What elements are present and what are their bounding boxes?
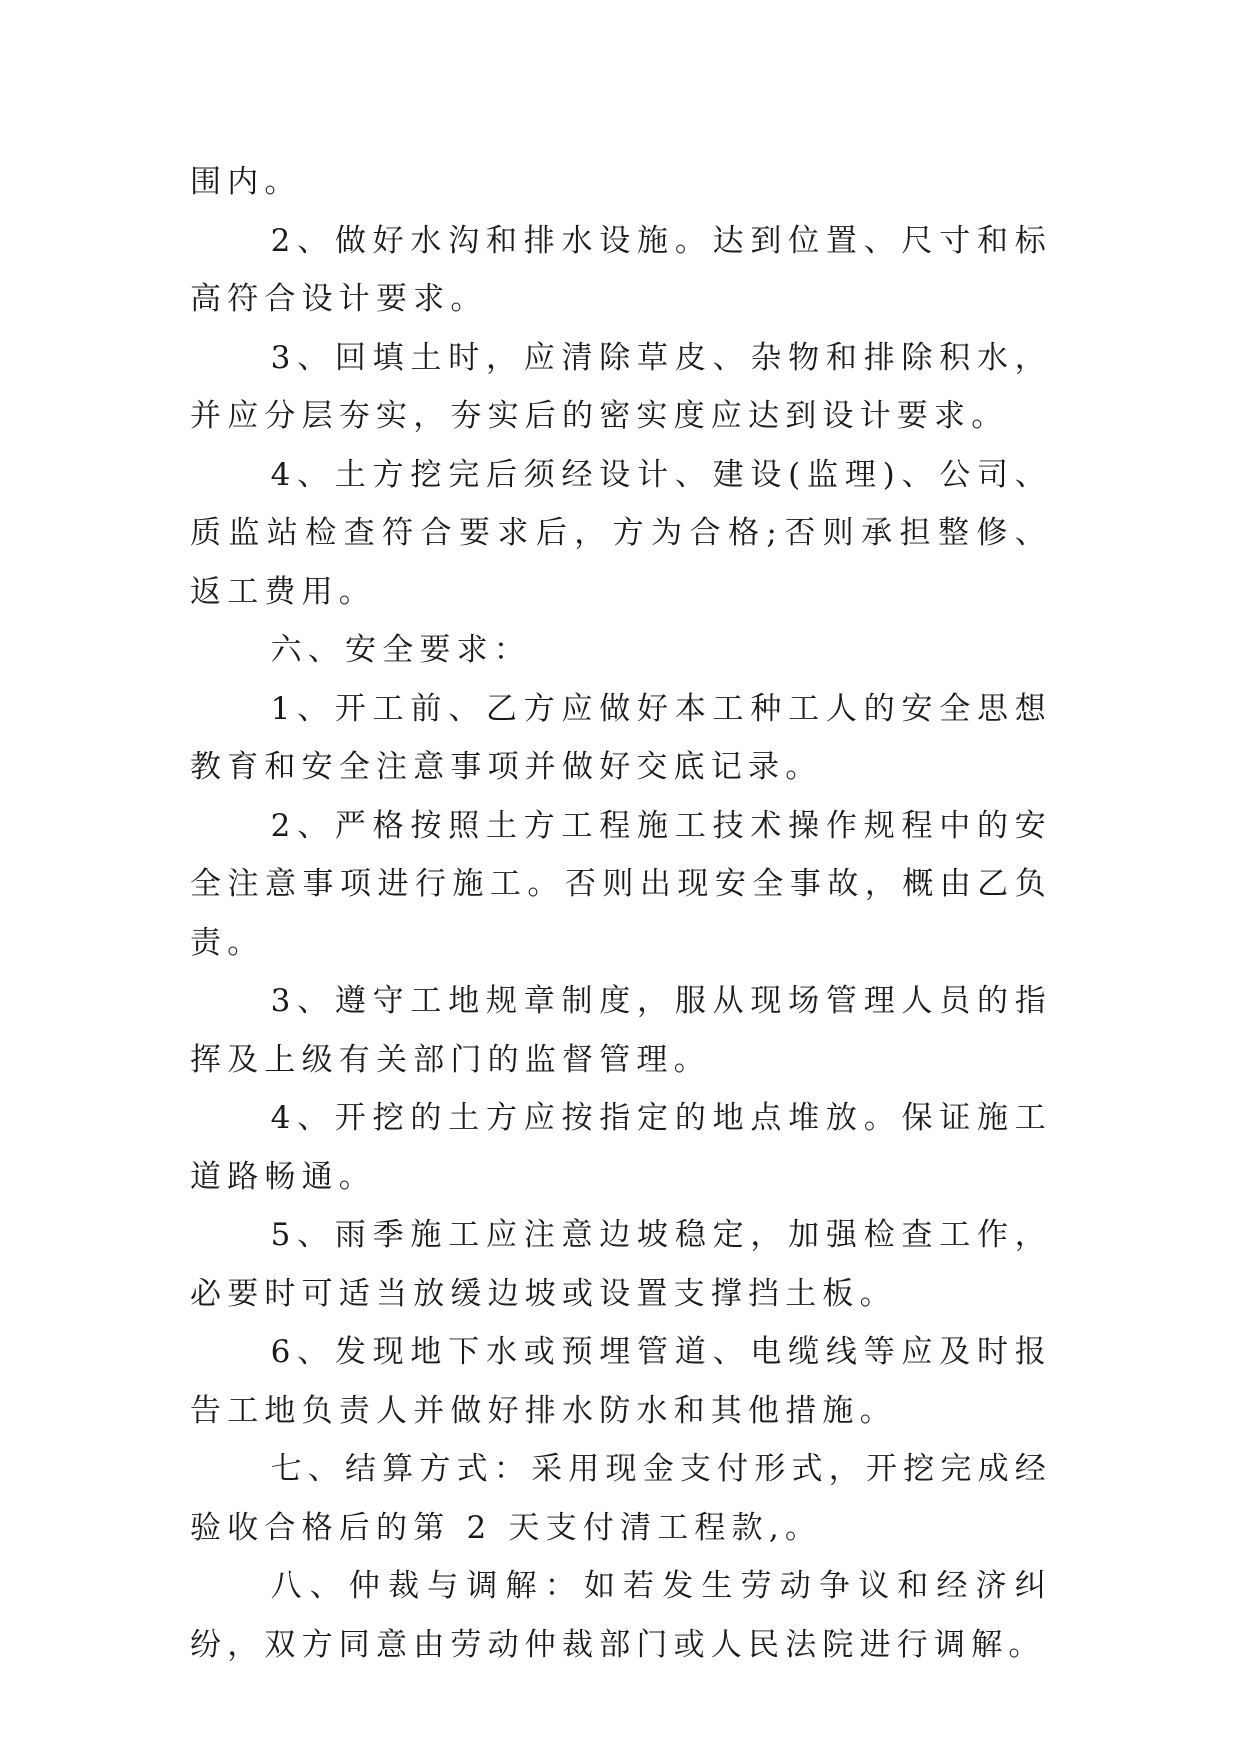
paragraph-inspection: 4、土方挖完后须经设计、建设(监理)、公司、质监站检查符合要求后，方为合格;否则承担整修、返工费用。 xyxy=(190,456,1052,610)
section-heading-safety: 六、安全要求： xyxy=(270,632,531,668)
section-arbitration: 八、仲裁与调解：如若发生劳动争议和经济纠纷，双方同意由劳动仲裁部门或人民法院进行调解。 xyxy=(190,1568,1052,1663)
paragraph-safety-5: 5、雨季施工应注意边坡稳定，加强检查工作，必要时可适当放缓边坡或设置支撑挡土板。 xyxy=(190,1217,1052,1312)
document-body xyxy=(190,153,1052,1674)
paragraph-safety-6: 6、发现地下水或预埋管道、电缆线等应及时报告工地负责人并做好排水防水和其他措施。 xyxy=(190,1334,1052,1429)
paragraph-safety-2: 2、严格按照土方工程施工技术操作规程中的安全注意事项进行施工。否则出现安全事故，概由乙负责。 xyxy=(190,807,1052,961)
paragraph-backfill: 3、回填土时，应清除草皮、杂物和排除积水，并应分层夯实，夯实后的密实度应达到设计要求。 xyxy=(190,339,1052,434)
paragraph-drainage: 2、做好水沟和排水设施。达到位置、尺寸和标高符合设计要求。 xyxy=(190,222,1052,317)
paragraph-safety-3: 3、遵守工地规章制度，服从现场管理人员的指挥及上级有关部门的监督管理。 xyxy=(190,983,1052,1078)
paragraph-safety-4: 4、开挖的土方应按指定的地点堆放。保证施工道路畅通。 xyxy=(190,1100,1052,1195)
paragraph-continuation: 围内。 xyxy=(190,164,302,200)
paragraph-safety-1: 1、开工前、乙方应做好本工种工人的安全思想教育和安全注意事项并做好交底记录。 xyxy=(190,690,1052,785)
section-settlement: 七、结算方式：采用现金支付形式，开挖完成经验收合格后的第 2 天支付清工程款,。 xyxy=(190,1451,1052,1546)
